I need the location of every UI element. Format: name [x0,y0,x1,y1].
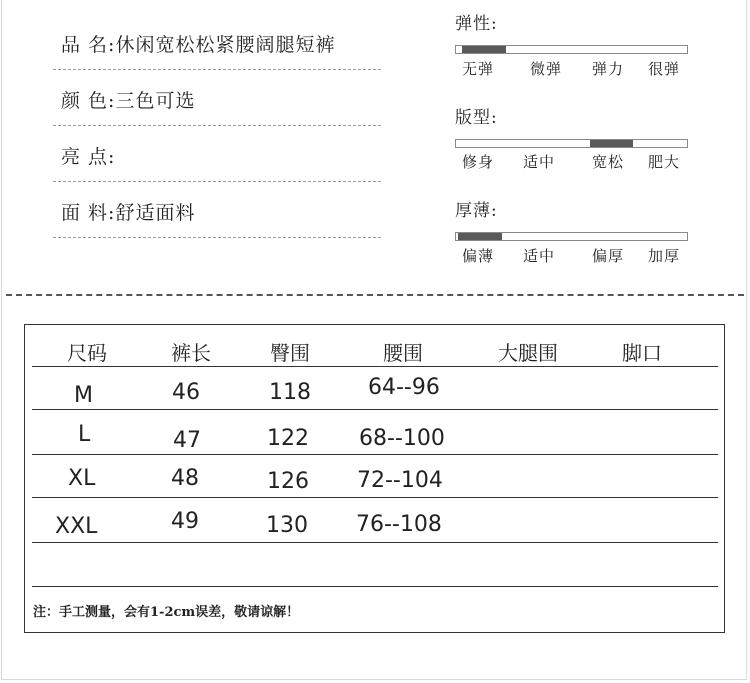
size-table [24,324,725,633]
hip-cell: 130 [266,513,308,538]
hip-cell: 122 [267,426,309,451]
measurement-note: 注：手工测量，会有1-2cm误差，敬请谅解！ [33,605,300,620]
scale-bar [455,45,688,54]
scale-bar [455,139,688,148]
info-label: 品 名: [61,34,116,56]
hip-cell: 126 [267,469,309,494]
size-cell: XXL [55,514,98,539]
attr-title: 版型: [455,108,498,128]
waist-cell: 68--100 [359,426,445,451]
info-label: 颜 色: [61,90,116,112]
scale-option: 适中 [523,247,556,265]
table-rule [32,542,718,543]
attr-title: 厚薄: [455,201,498,221]
scale-option: 加厚 [648,247,681,265]
table-header: 臀围 [270,341,310,365]
scale-option: 很弹 [648,60,681,78]
length-cell: 48 [171,466,199,491]
info-label: 面 料: [61,202,116,224]
scale-bar [455,232,688,241]
table-rule [32,366,718,367]
attr-title: 弹性: [455,14,498,34]
size-cell: M [74,383,93,408]
scale-option: 无弹 [462,60,495,78]
info-value: 舒适面料 [115,202,196,224]
scale-fill [462,46,506,53]
scale-option: 微弹 [530,60,563,78]
table-header: 脚口 [622,341,662,365]
scale-option: 修身 [462,153,495,171]
waist-cell: 72--104 [357,468,443,493]
info-row-highlight [53,126,381,182]
info-row-fabric [53,182,381,238]
info-value: 休闲宽松松紧腰阔腿短裤 [115,34,336,56]
table-rule [32,586,718,587]
scale-option: 宽松 [592,153,625,171]
info-label: 亮 点: [61,146,116,168]
waist-cell: 76--108 [356,512,442,537]
scale-option: 偏薄 [462,247,495,265]
hip-cell: 118 [269,380,311,405]
scale-option: 偏厚 [592,247,625,265]
table-header: 腰围 [383,341,423,365]
table-header: 尺码 [67,341,107,365]
table-rule [32,497,718,498]
info-value: 三色可选 [115,90,196,112]
scale-option: 弹力 [592,60,625,78]
table-header: 裤长 [171,341,211,365]
waist-cell: 64--96 [368,375,440,400]
size-cell: XL [68,466,96,491]
length-cell: 47 [173,428,201,453]
info-row-color [53,70,381,126]
section-divider [6,294,744,296]
table-rule [32,409,718,410]
scale-fill [458,233,502,240]
size-cell: L [78,422,91,447]
length-cell: 49 [171,509,199,534]
scale-option: 肥大 [648,153,681,171]
scale-fill [590,140,633,147]
scale-option: 适中 [523,153,556,171]
table-header: 大腿围 [498,341,558,365]
info-row-name [53,14,381,70]
table-rule [32,454,718,455]
length-cell: 46 [172,380,200,405]
